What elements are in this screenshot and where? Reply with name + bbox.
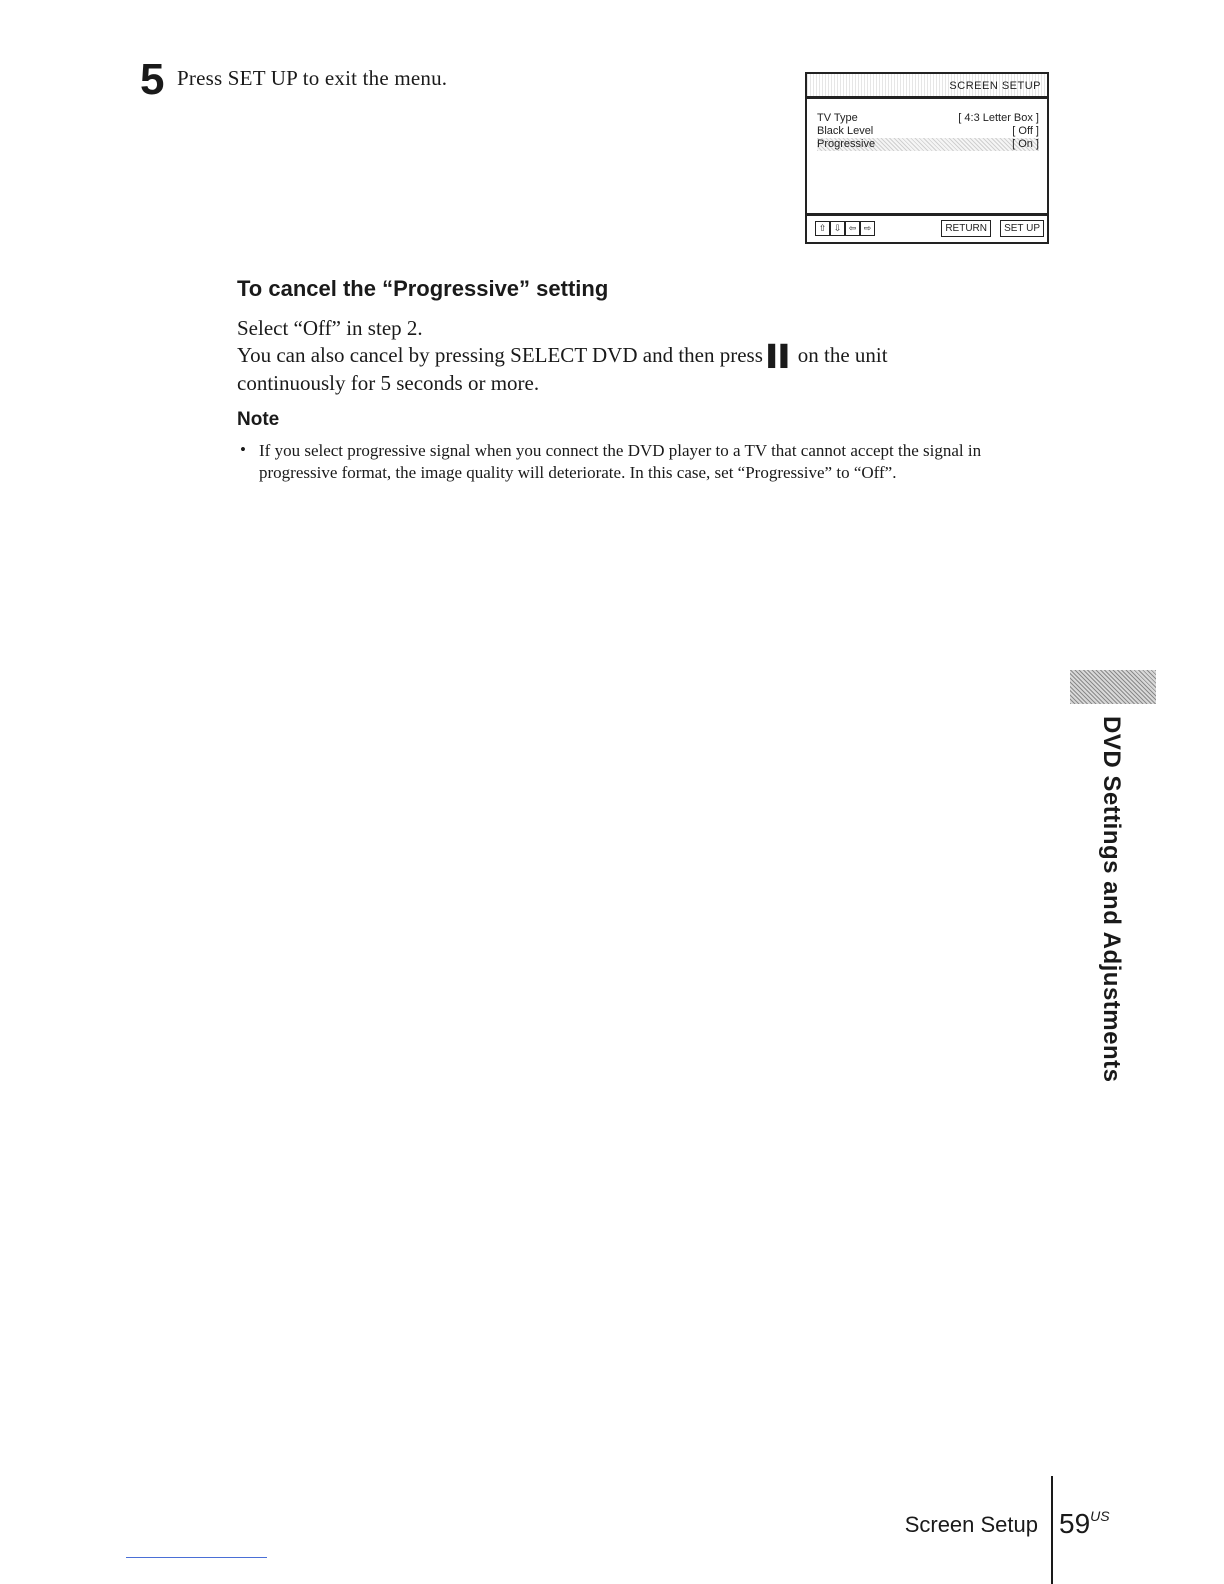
note-heading: Note — [237, 409, 280, 430]
body-line-3: continuously for 5 seconds or more. — [237, 371, 540, 395]
down-arrow-icon: ⇩ — [830, 221, 845, 236]
page-number-value: 59 — [1059, 1508, 1091, 1539]
osd-row-black-level — [817, 125, 1039, 138]
bottom-rule — [126, 1557, 267, 1558]
side-tab-label: DVD Settings and Adjustments — [1098, 716, 1125, 1083]
body-line-2 — [237, 341, 888, 370]
osd-row-tv-type — [817, 112, 1039, 125]
osd-row-progressive — [817, 138, 1039, 151]
side-tab-marker — [1070, 670, 1156, 704]
osd-bottom-bar — [807, 213, 1047, 242]
step-number: 5 — [140, 55, 165, 104]
osd-row-label: Progressive — [817, 138, 876, 150]
osd-row-value: [ 4:3 Letter Box ] — [958, 112, 1039, 124]
screen-setup-osd — [805, 72, 1049, 244]
body-line-2-end: on the unit — [797, 343, 888, 367]
body-line-2-start: You can also cancel by pressing SELECT DVD and then press — [237, 343, 763, 367]
step-instruction: Press SET UP to exit the menu. — [177, 66, 448, 90]
osd-row-label: Black Level — [817, 125, 874, 137]
osd-row-value: [ On ] — [1012, 138, 1039, 150]
osd-return-button: RETURN — [941, 220, 991, 237]
section-heading: To cancel the “Progressive” setting — [237, 276, 609, 301]
osd-row-label: TV Type — [817, 112, 858, 124]
osd-title-bar — [807, 74, 1047, 99]
footer-divider — [1051, 1476, 1053, 1584]
osd-row-value: [ Off ] — [1012, 125, 1039, 137]
up-arrow-icon: ⇧ — [815, 221, 830, 236]
page-number — [1059, 1508, 1110, 1540]
footer-section-label: Screen Setup — [904, 1512, 1038, 1537]
osd-setup-button: SET UP — [1000, 220, 1044, 237]
page-number-suffix: US — [1090, 1508, 1110, 1524]
note-text: If you select progressive signal when you connect the DVD player to a TV that cannot accept the signal in progressive format, the image quality will deteriorate. In this case, set “Progressive” to “Off”. — [259, 441, 982, 482]
left-arrow-icon: ⇦ — [845, 221, 860, 236]
bullet-icon: • — [240, 440, 246, 459]
osd-title: SCREEN SETUP — [949, 80, 1041, 92]
body-line-1: Select “Off” in step 2. — [237, 316, 423, 340]
right-arrow-icon: ⇨ — [860, 221, 875, 236]
pause-icon: ▌▌ — [768, 345, 793, 367]
